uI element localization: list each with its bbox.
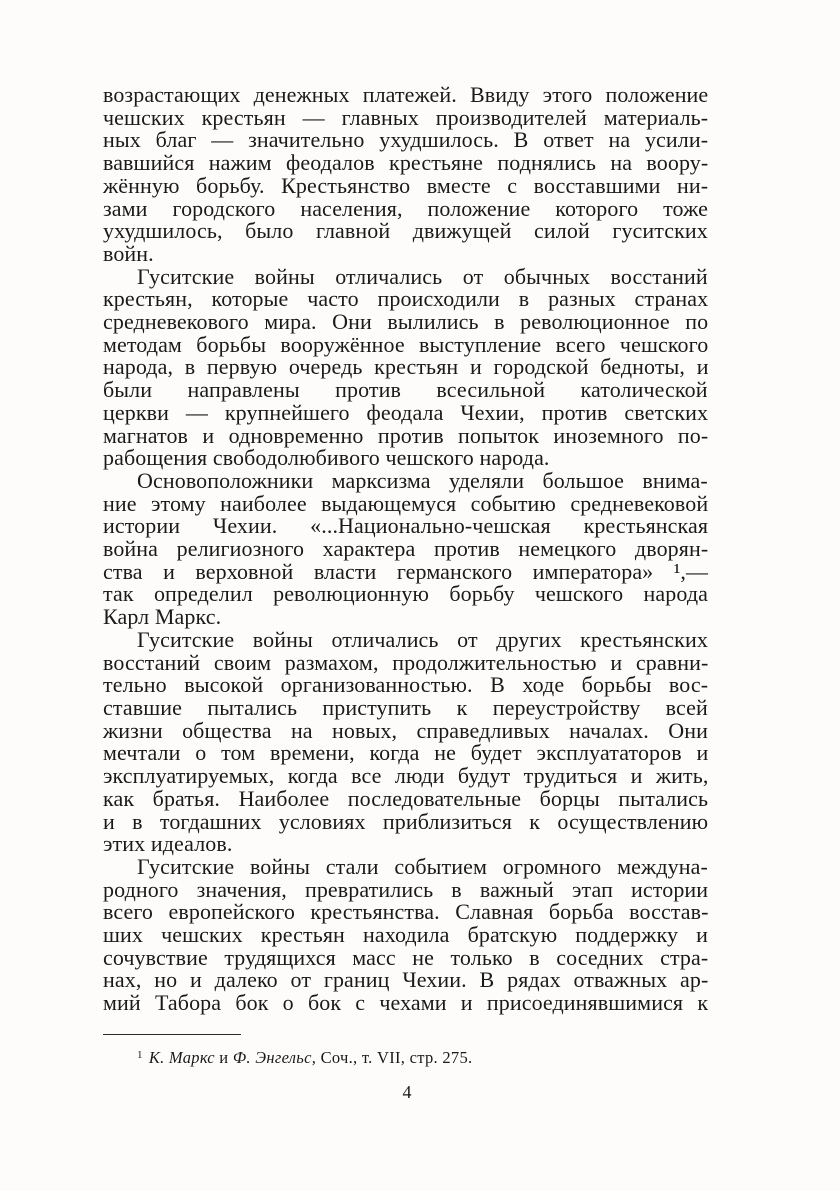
text-line: ухудшилось, было главной движущей силой гуситских [103,218,708,244]
page-body [103,82,709,1016]
text-line: возрастающих денежных платежей. Ввиду этого положение [103,82,709,107]
footnote-author-2: Ф. Энгельс, [232,1048,317,1067]
text-line: мий Табора бок о бок с чехами и присоединявшимися к [103,990,709,1016]
footnote-divider [103,1034,241,1035]
text-line: Гуситские войны стали событием огромного междуна- [137,853,708,879]
text-line: истории Чехии. «...Национально-чешская крестьянская [103,513,709,539]
text-line: нах, но и далеко от границ Чехии. В рядах отважных ар- [103,967,709,993]
text-line: вавшийся нажим феодалов крестьяне поднялись на воору- [103,150,709,176]
text-line: всего европейского крестьянства. Славная борьба восстав- [103,899,709,925]
text-line: и в тогдашних условиях приблизиться к осуществлению [103,808,709,834]
text-line: тельно высокой организованностью. В ходе борьбы вос- [103,672,709,698]
footnote-source: Соч., т. VII, стр. 275. [316,1048,473,1067]
text-line: восстаний своим размахом, продолжительностью и сравни- [103,649,709,675]
footnote [137,1048,472,1068]
text-line: так определил революционную борьбу чешского народа [103,581,709,607]
footnote-marker: 1 [137,1049,143,1061]
paragraph [103,853,709,1016]
text-line: жизни общества на новых, справедливых началах. Они [103,717,709,743]
text-line: этих идеалов. [103,831,233,857]
text-line: ших чешских крестьян находила братскую поддержку и [103,922,708,948]
text-line: народа, в первую очередь крестьян и городской бедноты, и [103,354,709,380]
text-line: церкви — крупнейшего феодала Чехии, против светских [103,399,709,425]
paragraph [103,263,709,471]
text-line: ных благ — значительно ухудшилось. В ответ на усили- [103,127,709,153]
text-line: ние этому наиболее выдающемуся событию средневековой [103,490,709,516]
text-line: Карл Маркс. [103,604,222,630]
main-text [103,82,709,1016]
text-line: рабощения свободолюбивого чешского народа. [103,445,550,471]
text-line: ставшие пытались приступить к переустройству всей [103,694,708,720]
text-line: средневекового мира. Они вылились в революционное по [103,309,709,335]
text-line: зами городского населения, положение которого тоже [103,195,708,221]
text-line: крестьян, которые часто происходили в разных странах [103,286,709,312]
text-line: методам борьбы вооружённое выступление всего чешского [103,331,709,357]
text-line: сочувствие трудящихся масс не только в соседних стра- [103,944,709,970]
text-line: Гуситские войны отличались от обычных восстаний [137,263,708,289]
text-line: ства и верховной власти германского императора» ¹,— [103,558,709,584]
text-line: родного значения, превратились в важный этап истории [103,876,709,902]
text-line: войн. [103,240,154,266]
text-line: эксплуатируемых, когда все люди будут трудиться и жить, [103,763,709,789]
text-line: мечтали о том времени, когда не будет эксплуататоров и [103,740,709,766]
text-line: жённую борьбу. Крестьянство вместе с восставшими ни- [103,172,709,198]
paragraph [103,467,709,630]
page-number: 4 [402,1082,412,1102]
footnote-author-1: К. Маркс [148,1048,215,1067]
paragraph [103,82,709,266]
text-line: были направлены против всесильной католической [103,377,708,403]
text-line: война религиозного характера против немецкого дворян- [103,536,709,562]
text-line: чешских крестьян — главных производителей материаль- [103,104,709,130]
text-line: Основоположники марксизма уделяли большое внима- [137,467,708,493]
text-line: Гуситские войны отличались от других крестьянских [137,626,708,652]
text-line: магнатов и одновременно против попыток иноземного по- [103,422,709,448]
footnote-conjunction: и [214,1048,233,1067]
paragraph [103,626,709,857]
text-line: как братья. Наиболее последовательные борцы пытались [103,785,709,811]
